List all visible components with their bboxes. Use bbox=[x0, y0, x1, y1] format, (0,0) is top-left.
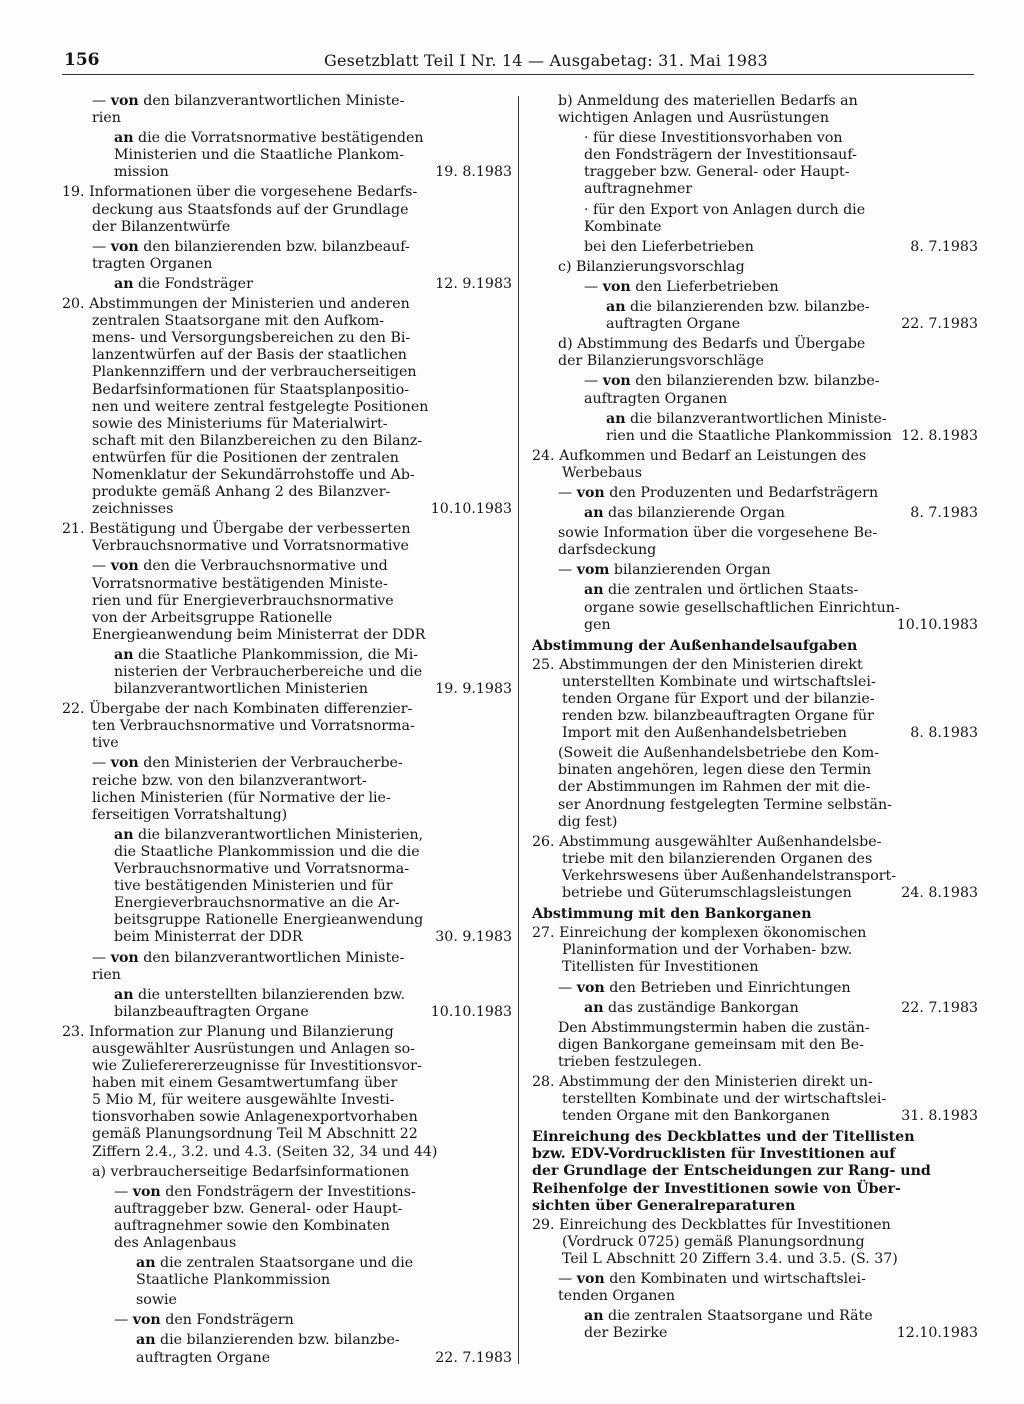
text-line: — von den Betrieben und Einrichtungen bbox=[558, 979, 851, 996]
schedule-entry bbox=[62, 130, 512, 181]
schedule-entry bbox=[62, 827, 512, 947]
keyword: von bbox=[110, 238, 139, 255]
text-line: 27. Einreichung der komplexen ökonomischen bbox=[532, 925, 867, 942]
entry-text bbox=[532, 410, 892, 445]
keyword: vom bbox=[576, 562, 610, 579]
entry-text bbox=[62, 521, 422, 555]
text-line: 21. Bestätigung und Übergabe der verbesserten bbox=[62, 521, 411, 538]
column-divider bbox=[518, 96, 519, 1364]
text-line: tenden Organe für Export und der bilanzie- bbox=[562, 691, 875, 707]
text-line: zentralen Staatsorgane mit den Aufkom- bbox=[92, 313, 385, 330]
text-line: gemäß Planungsordnung Teil M Abschnitt 22 bbox=[92, 1126, 418, 1143]
entry-text bbox=[62, 1164, 422, 1181]
text-line: haben mit einem Gesamtwertumfang über bbox=[92, 1075, 398, 1092]
entry-text bbox=[532, 980, 888, 997]
schedule-entry bbox=[532, 411, 978, 445]
text-line: c) Bilanzierungsvorschlag bbox=[558, 258, 745, 275]
text-line: (Vordruck 0725) gemäß Planungsordnung bbox=[562, 1233, 865, 1250]
text-line: b) Anmeldung des materiellen Bedarfs an bbox=[558, 93, 858, 109]
keyword: von bbox=[602, 278, 631, 295]
text-line: tenden Organen bbox=[558, 1288, 675, 1305]
text-line: an die bilanzverantwortlichen Ministe- bbox=[606, 410, 887, 427]
deadline-date: 30. 9.1983 bbox=[435, 929, 512, 946]
entry-text bbox=[62, 296, 429, 518]
schedule-entry bbox=[62, 987, 512, 1021]
text-line: sowie Information über die vorgesehene Be- bbox=[558, 525, 878, 542]
text-line: an das zuständige Bankorgan bbox=[584, 999, 799, 1016]
text-line: bilanzbeauftragten Organe bbox=[114, 1003, 309, 1020]
text-line: den Fondsträgern der Investitionsauf- bbox=[584, 147, 857, 164]
section-heading-text bbox=[532, 1129, 978, 1214]
keyword: von bbox=[110, 93, 139, 109]
schedule-entry bbox=[532, 448, 978, 482]
text-line: bei den Lieferbetrieben bbox=[584, 238, 754, 255]
text-line: (Soweit die Außenhandelsbetriebe den Kom- bbox=[558, 745, 880, 762]
entry-text bbox=[62, 755, 422, 823]
text-line: tive bbox=[92, 735, 119, 752]
text-line: lanzentwürfen auf der Basis der staatlichen bbox=[92, 347, 407, 364]
text-line: mens- und Versorgungsbereichen zu den Bi- bbox=[92, 330, 411, 347]
page-number: 156 bbox=[64, 50, 100, 70]
keyword: von bbox=[110, 755, 139, 772]
entry-text bbox=[62, 184, 422, 235]
text-line: 20. Abstimmungen der Ministerien und anderen bbox=[62, 296, 410, 313]
entry-text bbox=[532, 1000, 888, 1017]
text-line: die Staatliche Plankommission und die die bbox=[114, 843, 420, 860]
schedule-entry bbox=[62, 93, 512, 127]
text-line: rien bbox=[92, 966, 121, 983]
keyword: an bbox=[606, 410, 626, 427]
left-column bbox=[62, 93, 512, 1370]
text-line: auftragten Organe bbox=[606, 316, 741, 333]
schedule-entry bbox=[532, 279, 978, 296]
deadline-date: 12.10.1983 bbox=[896, 1325, 978, 1342]
schedule-entry bbox=[62, 239, 512, 273]
deadline-date: 22. 7.1983 bbox=[901, 316, 978, 333]
schedule-entry bbox=[532, 505, 978, 522]
text-line: an die die Vorratsnormative bestätigenden bbox=[114, 130, 424, 147]
page-header bbox=[62, 48, 974, 76]
text-line: rien bbox=[92, 110, 121, 127]
section-heading bbox=[532, 1129, 978, 1214]
entry-text bbox=[532, 239, 888, 256]
text-line: Verkehrswesens über Außenhandelstransport- bbox=[562, 867, 897, 884]
text-line: lichen Ministerien (für Normative der lie- bbox=[92, 789, 391, 806]
text-line: — von den bilanzverantwortlichen Ministe- bbox=[92, 93, 405, 109]
text-line: traggeber bzw. General- oder Haupt- bbox=[584, 164, 850, 181]
text-line: Den Abstimmungstermin haben die zustän- bbox=[558, 1019, 870, 1036]
entry-text bbox=[532, 448, 888, 482]
deadline-date: 10.10.1983 bbox=[896, 616, 978, 633]
section-heading-text bbox=[532, 906, 978, 923]
entry-text bbox=[532, 925, 888, 976]
entry-text bbox=[62, 239, 422, 273]
entry-text bbox=[532, 93, 888, 127]
text-line: — von den Lieferbetrieben bbox=[584, 278, 779, 295]
text-line: nisterien der Verbraucherbereiche und die bbox=[114, 664, 423, 680]
text-line: deckung aus Staatsfonds auf der Grundlage bbox=[92, 201, 409, 218]
text-line: 25. Abstimmungen der den Ministerien direkt bbox=[532, 656, 863, 673]
text-line: an die zentralen Staatsorgane und die bbox=[136, 1255, 414, 1272]
schedule-entry bbox=[62, 276, 512, 293]
text-line: an die Fondsträger bbox=[114, 275, 253, 292]
schedule-entry bbox=[62, 296, 512, 518]
schedule-entry bbox=[62, 521, 512, 555]
text-line: Verbrauchsnormative und Vorratsnorma- bbox=[114, 861, 409, 878]
text-line: 23. Information zur Planung und Bilanzierung bbox=[62, 1023, 394, 1040]
entry-text bbox=[532, 373, 888, 407]
deadline-date: 19. 9.1983 bbox=[435, 681, 512, 698]
keyword: an bbox=[114, 826, 134, 843]
schedule-entry bbox=[532, 980, 978, 997]
text-line: Kombinate bbox=[584, 218, 662, 235]
entry-text bbox=[62, 1312, 422, 1329]
text-line: Titellisten für Investitionen bbox=[562, 959, 759, 976]
entry-text bbox=[62, 1292, 422, 1309]
entry-text bbox=[532, 130, 888, 198]
text-line: an die bilanzierenden bzw. bilanzbe- bbox=[606, 299, 870, 316]
text-line: nen und weitere zentral festgelegte Positionen bbox=[92, 398, 429, 415]
text-line: triebe mit den bilanzierenden Organen des bbox=[562, 850, 873, 867]
text-line: — von den Fondsträgern der Investitions- bbox=[114, 1183, 416, 1200]
entry-text bbox=[62, 1255, 422, 1289]
keyword: von bbox=[576, 979, 605, 996]
text-line: 29. Einreichung des Deckblattes für Investitionen bbox=[532, 1216, 891, 1233]
keyword: an bbox=[114, 275, 134, 292]
text-line: rien und die Staatliche Plankommission bbox=[606, 427, 892, 444]
schedule-entry bbox=[532, 1074, 978, 1125]
keyword: von bbox=[132, 1183, 161, 1200]
text-line: sowie des Ministeriums für Materialwirt- bbox=[92, 415, 388, 432]
schedule-entry bbox=[532, 657, 978, 742]
deadline-date: 8. 7.1983 bbox=[910, 505, 978, 522]
text-line: ten Verbrauchsnormative und Vorratsnorma- bbox=[92, 718, 415, 735]
deadline-date: 12. 8.1983 bbox=[901, 427, 978, 444]
deadline-date: 24. 8.1983 bbox=[901, 885, 978, 902]
text-line: sowie bbox=[136, 1292, 177, 1309]
keyword: von bbox=[576, 1271, 605, 1287]
text-line: an die bilanzierenden bzw. bilanzbe- bbox=[136, 1332, 400, 1349]
schedule-entry bbox=[532, 1217, 978, 1268]
text-line: 5 Mio M, für weitere ausgewählte Investi- bbox=[92, 1092, 395, 1109]
schedule-entry bbox=[532, 1271, 978, 1305]
entry-text bbox=[532, 833, 897, 902]
text-line: auftragnehmer bbox=[584, 181, 693, 198]
text-line: d) Abstimmung des Bedarfs und Übergabe bbox=[558, 336, 866, 353]
entry-text bbox=[62, 950, 422, 984]
text-line: Verbrauchsnormative und Vorratsnormative bbox=[92, 538, 409, 555]
deadline-date: 12. 9.1983 bbox=[435, 275, 512, 292]
text-line: des Anlagenbaus bbox=[114, 1235, 237, 1251]
entry-text bbox=[532, 1271, 888, 1305]
schedule-entry bbox=[532, 834, 978, 902]
entry-text bbox=[532, 336, 888, 370]
heading-line: sichten über Generalreparaturen bbox=[532, 1197, 796, 1214]
text-line: dig fest) bbox=[558, 813, 618, 830]
schedule-entry bbox=[62, 558, 512, 643]
text-line: Werbebaus bbox=[562, 464, 643, 481]
text-line: — von den die Verbrauchsnormative und bbox=[92, 558, 388, 575]
keyword: an bbox=[584, 999, 604, 1016]
deadline-date: 22. 7.1983 bbox=[435, 1349, 512, 1366]
keyword: von bbox=[132, 1312, 161, 1329]
entry-text bbox=[532, 1074, 888, 1125]
text-line: Staatliche Plankommission bbox=[136, 1272, 331, 1289]
entry-text bbox=[532, 1308, 888, 1342]
entry-text bbox=[62, 558, 426, 643]
deadline-date: 8. 7.1983 bbox=[910, 238, 978, 255]
text-line: der Bezirke bbox=[584, 1325, 668, 1342]
keyword: an bbox=[606, 299, 626, 316]
heading-line: der Grundlage der Entscheidungen zur Rang- und bbox=[532, 1163, 931, 1180]
schedule-entry bbox=[532, 525, 978, 559]
text-line: bilanzverantwortlichen Ministerien bbox=[114, 681, 369, 698]
text-line: binaten angehören, legen diese den Termin bbox=[558, 762, 872, 779]
keyword: an bbox=[136, 1255, 156, 1272]
text-line: unterstellten Kombinate und wirtschaftslei- bbox=[562, 673, 876, 690]
text-line: auftragten Organe bbox=[136, 1349, 271, 1366]
text-line: — vom bilanzierenden Organ bbox=[558, 562, 771, 579]
entry-text bbox=[532, 1216, 898, 1268]
schedule-entry bbox=[532, 1000, 978, 1017]
entry-text bbox=[62, 276, 422, 293]
entry-text bbox=[532, 562, 888, 579]
schedule-entry bbox=[62, 1164, 512, 1181]
text-line: mission bbox=[114, 164, 169, 181]
entry-text bbox=[532, 657, 888, 742]
keyword: an bbox=[584, 505, 604, 522]
entry-text bbox=[62, 93, 422, 127]
schedule-entry bbox=[62, 1312, 512, 1329]
text-line: schaft mit den Bilanzbereichen zu den Bilanz- bbox=[92, 432, 423, 449]
schedule-entry bbox=[62, 1024, 512, 1161]
text-line: an die unterstellten bilanzierenden bzw. bbox=[114, 986, 406, 1003]
keyword: von bbox=[110, 558, 139, 575]
text-line: Plankennziffern und der verbraucherseitigen bbox=[92, 364, 417, 381]
deadline-date: 22. 7.1983 bbox=[901, 999, 978, 1016]
schedule-entry bbox=[62, 1184, 512, 1252]
heading-line: Einreichung des Deckblattes und der Titellisten bbox=[532, 1129, 915, 1146]
schedule-entry bbox=[62, 184, 512, 235]
right-column bbox=[532, 93, 978, 1345]
text-line: an die bilanzverantwortlichen Ministerien, bbox=[114, 826, 424, 843]
entry-text bbox=[532, 1020, 888, 1071]
text-line: Ziffern 2.4., 3.2. und 4.3. (Seiten 32, 34 und 44) bbox=[92, 1143, 438, 1160]
text-line: — von den Ministerien der Verbraucherbe- bbox=[92, 755, 403, 772]
text-line: rien und für Energieverbrauchsnormative bbox=[92, 592, 394, 609]
text-line: der Bilanzierungsvorschläge bbox=[558, 353, 764, 370]
schedule-entry bbox=[532, 582, 978, 633]
text-line: auftragten Organen bbox=[584, 390, 728, 407]
section-heading bbox=[532, 906, 978, 923]
text-line: tragten Organen bbox=[92, 255, 213, 272]
text-line: Planinformation und der Vorhaben- bzw. bbox=[562, 942, 853, 959]
text-line: trieben festzulegen. bbox=[558, 1053, 702, 1070]
entry-text bbox=[62, 827, 422, 947]
text-line: gen bbox=[584, 616, 611, 633]
text-line: an die zentralen Staatsorgane und Räte bbox=[584, 1308, 873, 1325]
text-line: 22. Übergabe der nach Kombinaten differenzier- bbox=[62, 701, 413, 718]
schedule-entry bbox=[62, 1292, 512, 1309]
keyword: an bbox=[114, 646, 134, 663]
entry-text bbox=[62, 130, 422, 181]
deadline-date: 19. 8.1983 bbox=[435, 164, 512, 181]
schedule-entry bbox=[532, 259, 978, 276]
text-line: a) verbraucherseitige Bedarfsinformationen bbox=[92, 1163, 410, 1180]
entry-text bbox=[532, 582, 900, 633]
text-line: darfsdeckung bbox=[558, 542, 657, 559]
text-line: Import mit den Außenhandelsbetrieben bbox=[562, 725, 847, 742]
text-line: beitsgruppe Rationelle Energieanwendung bbox=[114, 912, 424, 929]
text-line: — von den Produzenten und Bedarfsträgern bbox=[558, 484, 879, 501]
text-line: Ministerien und die Staatliche Plankom- bbox=[114, 147, 405, 164]
text-line: renden bzw. bilanzbeauftragten Organe für bbox=[562, 708, 874, 725]
text-line: Vorratsnormative bestätigenden Ministe- bbox=[92, 575, 388, 592]
text-line: ausgewählter Ausrüstungen und Anlagen so- bbox=[92, 1040, 415, 1057]
text-line: 28. Abstimmung der den Ministerien direkt un- bbox=[532, 1073, 873, 1090]
entry-text bbox=[532, 279, 888, 296]
deadline-date: 8. 8.1983 bbox=[910, 725, 978, 742]
entry-text bbox=[532, 299, 888, 333]
schedule-entry bbox=[532, 239, 978, 256]
schedule-entry bbox=[532, 202, 978, 236]
text-line: ser Anordnung festgelegten Termine selbstän- bbox=[558, 796, 892, 813]
section-heading bbox=[532, 638, 978, 655]
deadline-date: 10.10.1983 bbox=[430, 501, 512, 518]
text-line: terstellten Kombinate und der wirtschaftslei- bbox=[562, 1091, 887, 1108]
schedule-entry bbox=[62, 1332, 512, 1366]
text-line: — von den bilanzierenden bzw. bilanzbe- bbox=[584, 373, 880, 390]
keyword: von bbox=[576, 484, 605, 501]
text-line: organe sowie gesellschaftlichen Einrichtun- bbox=[584, 599, 900, 616]
text-line: Energieverbrauchsnormative an die Ar- bbox=[114, 895, 400, 912]
text-line: — von den bilanzierenden bzw. bilanzbeauf- bbox=[92, 238, 410, 255]
page-header-title: Gesetzblatt Teil I Nr. 14 — Ausgabetag: 31. Mai 1983 bbox=[324, 51, 768, 70]
text-line: entwürfen für die Positionen der zentralen bbox=[92, 449, 399, 466]
entry-text bbox=[62, 647, 422, 698]
schedule-entry bbox=[532, 925, 978, 976]
keyword: an bbox=[114, 130, 134, 147]
schedule-entry bbox=[532, 299, 978, 333]
text-line: auftraggeber bzw. General- oder Haupt- bbox=[114, 1200, 403, 1217]
text-line: — von den Kombinaten und wirtschaftslei- bbox=[558, 1271, 866, 1287]
section-heading-text bbox=[532, 638, 978, 655]
text-line: betriebe und Güterumschlagsleistungen bbox=[562, 885, 852, 902]
text-line: Energieanwendung beim Ministerrat der DDR bbox=[92, 626, 426, 643]
text-line: an die Staatliche Plankommission, die Mi- bbox=[114, 646, 419, 663]
keyword: an bbox=[136, 1332, 156, 1349]
text-line: 24. Aufkommen und Bedarf an Leistungen des bbox=[532, 447, 867, 464]
entry-text bbox=[532, 525, 888, 559]
entry-text bbox=[532, 202, 888, 236]
text-line: reiche bzw. von den bilanzverantwort- bbox=[92, 772, 367, 789]
text-line: Nomenklatur der Sekundärrohstoffe und Ab- bbox=[92, 466, 415, 483]
text-line: · für den Export von Anlagen durch die bbox=[584, 201, 866, 218]
schedule-entry bbox=[532, 485, 978, 502]
keyword: an bbox=[584, 582, 604, 599]
entry-text bbox=[532, 259, 888, 276]
schedule-entry bbox=[532, 336, 978, 370]
text-line: an die zentralen und örtlichen Staats- bbox=[584, 582, 859, 599]
entry-text bbox=[62, 701, 422, 752]
text-line: zeichnisses bbox=[92, 501, 174, 518]
text-line: digen Bankorgane gemeinsam mit den Be- bbox=[558, 1036, 864, 1053]
text-line: · für diese Investitionsvorhaben von bbox=[584, 130, 843, 147]
heading-line: Reihenfolge der Investitionen sowie von Über- bbox=[532, 1180, 901, 1197]
schedule-entry bbox=[532, 130, 978, 198]
text-line: produkte gemäß Anhang 2 des Bilanzver- bbox=[92, 484, 391, 501]
schedule-entry bbox=[532, 93, 978, 127]
text-line: der Bilanzentwürfe bbox=[92, 218, 231, 235]
schedule-entry bbox=[532, 562, 978, 579]
entry-text bbox=[62, 987, 422, 1021]
text-line: wie Zulieferererzeugnisse für Investitionsvor- bbox=[92, 1058, 422, 1075]
entry-text bbox=[62, 1184, 422, 1252]
keyword: an bbox=[584, 1308, 604, 1325]
text-line: von der Arbeitsgruppe Rationelle bbox=[92, 609, 333, 626]
keyword: von bbox=[110, 949, 139, 966]
schedule-entry bbox=[532, 1020, 978, 1071]
text-line: an das bilanzierende Organ bbox=[584, 505, 785, 522]
entry-text bbox=[62, 1023, 438, 1161]
text-line: tenden Organe mit den Bankorganen bbox=[562, 1108, 830, 1125]
text-line: Teil L Abschnitt 20 Ziffern 3.4. und 3.5. (S. 37) bbox=[562, 1250, 898, 1267]
text-line: wichtigen Anlagen und Ausrüstungen bbox=[558, 110, 829, 127]
schedule-entry bbox=[62, 701, 512, 752]
schedule-entry bbox=[62, 647, 512, 698]
schedule-entry bbox=[532, 745, 978, 830]
text-line: ferseitigen Vorratshaltung) bbox=[92, 806, 288, 823]
text-line: — von den bilanzverantwortlichen Ministe- bbox=[92, 949, 405, 966]
header-rule bbox=[62, 74, 974, 75]
schedule-entry bbox=[532, 373, 978, 407]
deadline-date: 10.10.1983 bbox=[430, 1003, 512, 1020]
keyword: an bbox=[114, 986, 134, 1003]
entry-text bbox=[532, 505, 888, 522]
text-line: 19. Informationen über die vorgesehene Bedarfs- bbox=[62, 184, 418, 201]
entry-text bbox=[532, 485, 888, 502]
deadline-date: 31. 8.1983 bbox=[901, 1108, 978, 1125]
heading-line: bzw. EDV-Vordrucklisten für Investitionen auf bbox=[532, 1146, 896, 1163]
schedule-entry bbox=[62, 1255, 512, 1289]
text-line: der Abstimmungen im Rahmen der mit die- bbox=[558, 779, 871, 796]
text-line: 26. Abstimmung ausgewählter Außenhandelsbe- bbox=[532, 833, 882, 850]
heading-line: Abstimmung der Außenhandelsaufgaben bbox=[532, 637, 858, 654]
schedule-entry bbox=[62, 950, 512, 984]
text-line: tive bestätigenden Ministerien und für bbox=[114, 878, 393, 895]
text-line: — von den Fondsträgern bbox=[114, 1312, 294, 1329]
schedule-entry bbox=[62, 755, 512, 823]
text-line: beim Ministerrat der DDR bbox=[114, 929, 303, 946]
schedule-entry bbox=[532, 1308, 978, 1342]
entry-text bbox=[62, 1332, 422, 1366]
entry-text bbox=[532, 745, 892, 830]
text-line: Bedarfsinformationen für Staatsplanpositio- bbox=[92, 381, 410, 398]
keyword: von bbox=[602, 373, 631, 390]
heading-line: Abstimmung mit den Bankorganen bbox=[532, 906, 812, 923]
text-line: tionsvorhaben sowie Anlagenexportvorhaben bbox=[92, 1109, 418, 1126]
text-line: auftragnehmer sowie den Kombinaten bbox=[114, 1217, 390, 1234]
